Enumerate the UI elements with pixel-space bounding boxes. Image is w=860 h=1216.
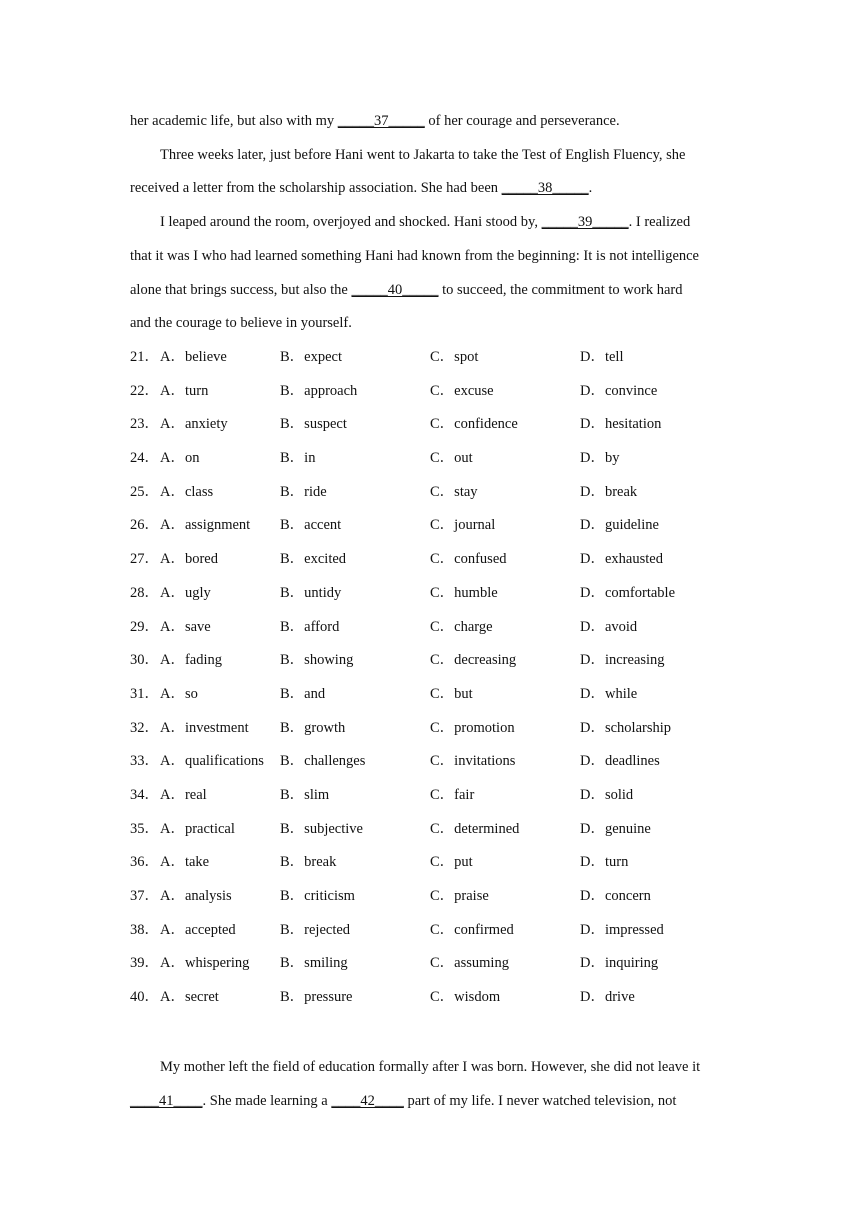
text-run: My mother left the field of education formally after I was born. However, she did not leave it bbox=[160, 1059, 701, 1075]
question-row bbox=[130, 914, 730, 948]
option-a: A．believe bbox=[160, 349, 227, 365]
question-number: 34． bbox=[130, 786, 159, 803]
option-c: C．but bbox=[430, 685, 473, 702]
option-b: B．approach bbox=[280, 382, 358, 399]
option-a: A．on bbox=[160, 450, 200, 467]
question-number: 24． bbox=[130, 450, 159, 467]
passage-two bbox=[130, 1051, 730, 1118]
text-run: I leaped around the room, overjoyed and shocked. Hani stood by, bbox=[160, 214, 542, 231]
option-d: D．avoid bbox=[580, 618, 638, 635]
option-b: B．and bbox=[280, 685, 326, 702]
option-d: D．turn bbox=[580, 854, 629, 871]
question-row bbox=[130, 375, 730, 409]
passage-line bbox=[130, 240, 730, 274]
question-number: 38． bbox=[130, 921, 159, 938]
passage-line bbox=[130, 172, 730, 206]
blank-41: ____41____ bbox=[130, 1092, 203, 1109]
question-number: 22． bbox=[130, 382, 159, 399]
option-c: C．out bbox=[430, 450, 473, 467]
question-row bbox=[130, 509, 730, 543]
text-run: Three weeks later, just before Hani went to Jakarta to take the Test of English Fluency, she bbox=[160, 146, 686, 163]
option-b: B．break bbox=[280, 854, 337, 871]
option-c: C．wisdom bbox=[430, 989, 501, 1006]
option-d: D．inquiring bbox=[580, 955, 659, 972]
option-a: A．assignment bbox=[160, 517, 251, 534]
text-run: her academic life, but also with my bbox=[130, 113, 338, 129]
option-c: C．praise bbox=[430, 888, 489, 904]
option-b: B．accent bbox=[280, 517, 342, 534]
question-row bbox=[130, 341, 730, 375]
option-a: A．anxiety bbox=[160, 416, 228, 433]
option-d: D．by bbox=[580, 450, 620, 467]
option-a: A．ugly bbox=[160, 584, 211, 601]
passage-line bbox=[130, 206, 730, 240]
question-row bbox=[130, 442, 730, 476]
option-a: A．accepted bbox=[160, 921, 236, 938]
question-row bbox=[130, 577, 730, 611]
question-number: 29． bbox=[130, 618, 159, 635]
option-c: C．excuse bbox=[430, 382, 494, 399]
option-d: D．hesitation bbox=[580, 416, 662, 433]
option-d: D．deadlines bbox=[580, 753, 660, 770]
option-c: C．confused bbox=[430, 551, 507, 568]
option-b: B．untidy bbox=[280, 584, 342, 601]
question-number: 33． bbox=[130, 753, 159, 770]
option-a: A．save bbox=[160, 618, 211, 635]
question-row bbox=[130, 880, 730, 914]
option-c: C．assuming bbox=[430, 955, 509, 972]
question-number: 36． bbox=[130, 854, 159, 871]
question-number: 27． bbox=[130, 551, 159, 568]
text-run: alone that brings success, but also the bbox=[130, 281, 352, 298]
option-d: D．guideline bbox=[580, 517, 659, 534]
question-row bbox=[130, 846, 730, 880]
option-a: A．practical bbox=[160, 820, 235, 837]
passage-line bbox=[130, 1051, 730, 1085]
question-row bbox=[130, 813, 730, 847]
option-d: D．convince bbox=[580, 382, 658, 399]
question-row bbox=[130, 644, 730, 678]
option-c: C．stay bbox=[430, 483, 478, 500]
passage-line bbox=[130, 274, 730, 308]
question-row bbox=[130, 543, 730, 577]
question-row bbox=[130, 981, 730, 1015]
question-number: 28． bbox=[130, 584, 159, 601]
question-row bbox=[130, 712, 730, 746]
option-a: A．class bbox=[160, 483, 214, 500]
option-d: D．comfortable bbox=[580, 584, 676, 601]
question-number: 26． bbox=[130, 517, 159, 534]
question-number: 31． bbox=[130, 685, 159, 702]
question-row bbox=[130, 408, 730, 442]
answer-options bbox=[130, 341, 730, 1015]
option-a: A．qualifications bbox=[160, 753, 264, 770]
question-number: 23． bbox=[130, 416, 159, 433]
text-run: that it was I who had learned something Hani had known from the beginning: It is not intelligence bbox=[130, 247, 699, 264]
passage-line bbox=[130, 139, 730, 173]
passage-line bbox=[130, 1085, 730, 1119]
option-a: A．investment bbox=[160, 719, 249, 736]
question-number: 37． bbox=[130, 888, 159, 904]
option-a: A．whispering bbox=[160, 955, 250, 972]
option-d: D．solid bbox=[580, 786, 634, 803]
option-c: C．confidence bbox=[430, 416, 518, 433]
option-b: B．ride bbox=[280, 483, 327, 500]
blank-42: ____42____ bbox=[331, 1092, 404, 1109]
option-d: D．impressed bbox=[580, 921, 664, 938]
option-b: B．in bbox=[280, 450, 316, 467]
option-b: B．criticism bbox=[280, 888, 355, 904]
text-run: to succeed, the commitment to work hard bbox=[438, 281, 683, 298]
option-b: B．subjective bbox=[280, 820, 363, 837]
blank-37: _____37_____ bbox=[337, 113, 425, 129]
question-row bbox=[130, 745, 730, 779]
question-row bbox=[130, 476, 730, 510]
option-a: A．real bbox=[160, 786, 207, 803]
option-d: D．tell bbox=[580, 349, 624, 365]
question-row bbox=[130, 779, 730, 813]
option-b: B．slim bbox=[280, 786, 330, 803]
option-d: D．scholarship bbox=[580, 719, 672, 736]
question-number: 40． bbox=[130, 989, 159, 1006]
question-row bbox=[130, 947, 730, 981]
option-b: B．afford bbox=[280, 618, 340, 635]
option-c: C．invitations bbox=[430, 753, 516, 770]
text-run: part of my life. I never watched television, not bbox=[403, 1092, 677, 1109]
question-number: 30． bbox=[130, 652, 159, 669]
option-c: C．put bbox=[430, 854, 473, 871]
option-a: A．turn bbox=[160, 382, 209, 399]
option-d: D．exhausted bbox=[580, 551, 663, 568]
option-d: D．concern bbox=[580, 888, 651, 904]
option-a: A．take bbox=[160, 854, 210, 871]
text-run: and the courage to believe in yourself. bbox=[130, 315, 352, 332]
option-c: C．confirmed bbox=[430, 921, 514, 938]
option-d: D．increasing bbox=[580, 652, 665, 669]
option-b: B．smiling bbox=[280, 955, 348, 972]
question-number: 21． bbox=[130, 349, 159, 365]
text-run: . bbox=[588, 180, 593, 197]
question-number: 39． bbox=[130, 955, 159, 972]
option-c: C．charge bbox=[430, 618, 493, 635]
option-b: B．suspect bbox=[280, 416, 347, 433]
blank-39: _____39_____ bbox=[541, 214, 629, 231]
option-c: C．spot bbox=[430, 349, 479, 365]
question-number: 35． bbox=[130, 820, 159, 837]
option-d: D．drive bbox=[580, 989, 635, 1006]
option-c: C．humble bbox=[430, 584, 498, 601]
option-d: D．break bbox=[580, 483, 638, 500]
option-c: C．decreasing bbox=[430, 652, 517, 669]
option-a: A．analysis bbox=[160, 888, 232, 904]
option-b: B．expect bbox=[280, 349, 343, 365]
option-b: B．showing bbox=[280, 652, 354, 669]
question-number: 25． bbox=[130, 483, 159, 500]
passage-line bbox=[130, 307, 730, 341]
option-a: A．bored bbox=[160, 551, 218, 568]
option-b: B．rejected bbox=[280, 921, 351, 938]
option-c: C．determined bbox=[430, 820, 520, 837]
passage-line bbox=[130, 105, 730, 139]
text-run: of her courage and perseverance. bbox=[424, 113, 620, 129]
text-run: received a letter from the scholarship association. She had been bbox=[130, 180, 502, 197]
option-d: D．genuine bbox=[580, 820, 651, 837]
option-c: C．journal bbox=[430, 517, 496, 534]
option-a: A．so bbox=[160, 685, 198, 702]
blank-40: _____40_____ bbox=[351, 281, 439, 298]
option-d: D．while bbox=[580, 685, 638, 702]
passage-one bbox=[130, 105, 730, 341]
option-b: B．growth bbox=[280, 719, 346, 736]
question-row bbox=[130, 678, 730, 712]
question-number: 32． bbox=[130, 719, 159, 736]
question-row bbox=[130, 611, 730, 645]
option-b: B．challenges bbox=[280, 753, 366, 770]
option-a: A．secret bbox=[160, 989, 219, 1006]
option-c: C．promotion bbox=[430, 719, 515, 736]
text-run: . She made learning a bbox=[202, 1092, 332, 1109]
blank-38: _____38_____ bbox=[501, 180, 589, 197]
option-a: A．fading bbox=[160, 652, 223, 669]
option-c: C．fair bbox=[430, 786, 475, 803]
option-b: B．pressure bbox=[280, 989, 353, 1006]
option-b: B．excited bbox=[280, 551, 347, 568]
text-run: . I realized bbox=[628, 214, 691, 231]
